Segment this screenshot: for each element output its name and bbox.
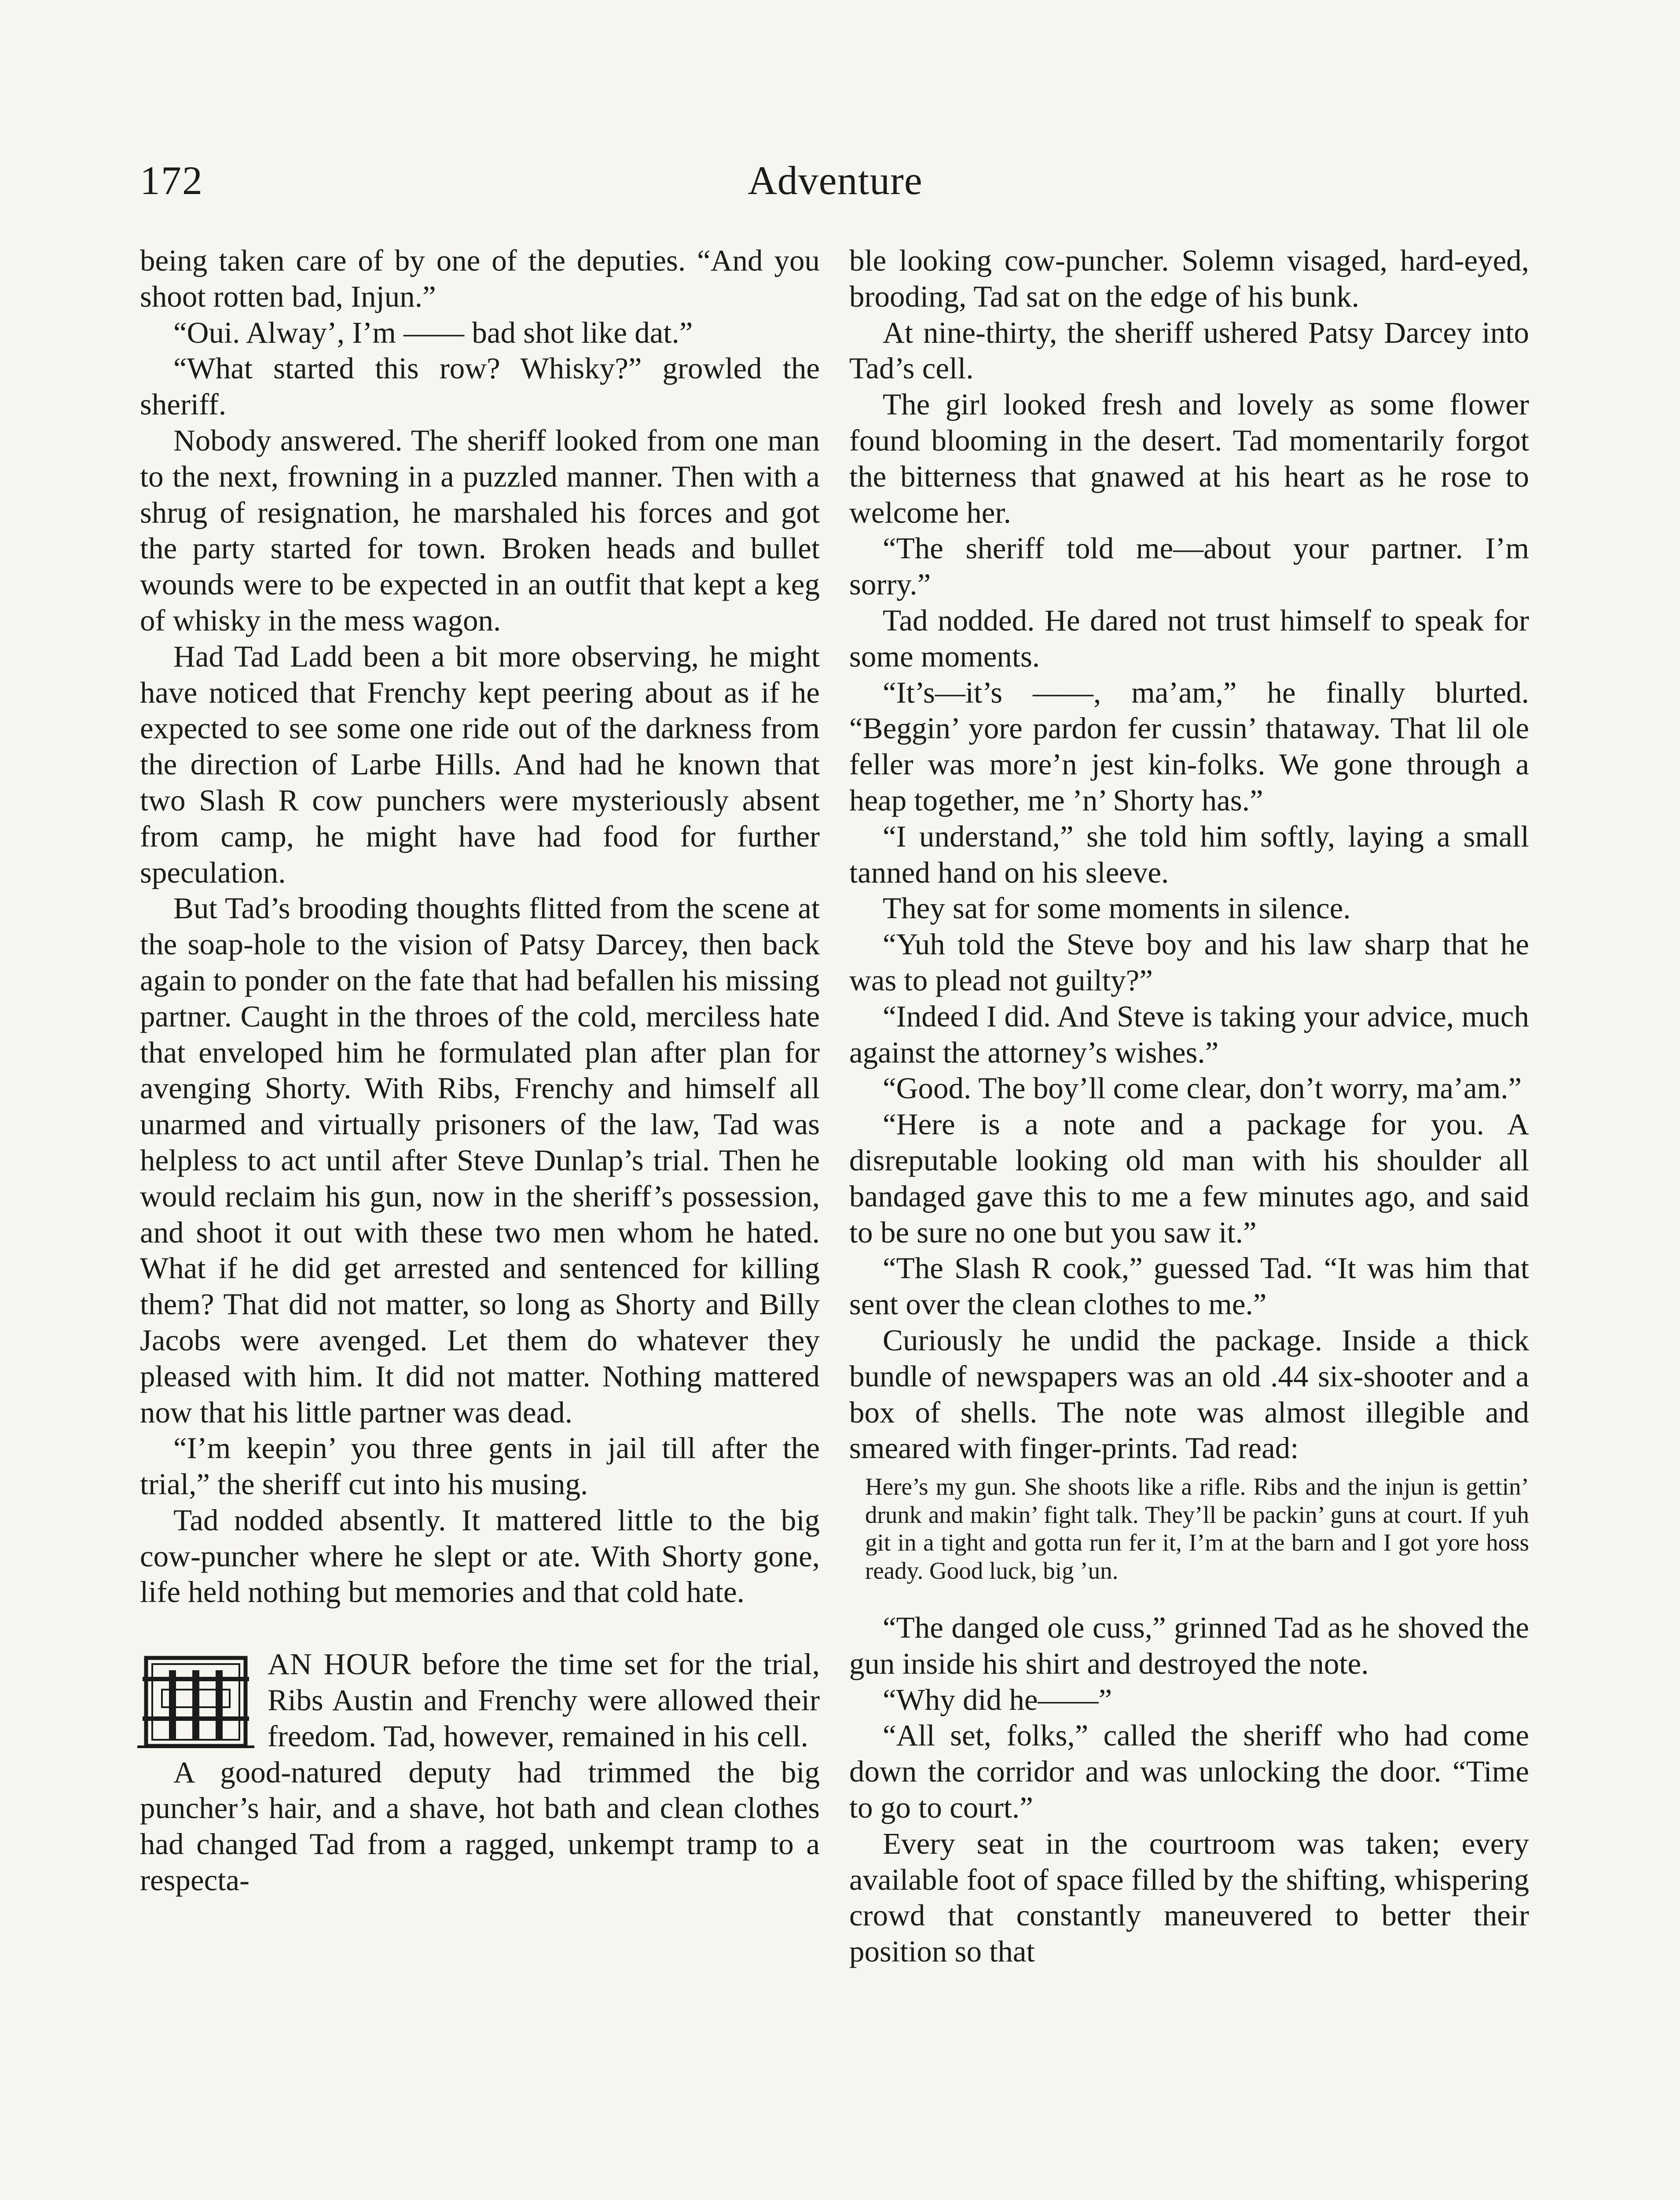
section-break bbox=[140, 1610, 820, 1646]
paragraph: But Tad’s brooding thoughts flitted from the scene at the soap-hole to the vision of Patsy Darcey, then back again to ponder on the fate that had befallen his missing partner. Caught in the throes of the cold, merciless hate that enveloped him he formulated plan after plan for avenging Shorty. With Ribs, Frenchy and himself all unarmed and virtually prisoners of the law, Tad was helpless to act until after Steve Dunlap’s trial. Then he would reclaim his gun, now in the sheriff’s possession, and shoot it out with these two men whom he hated. What if he did get arrested and sentenced for killing them? That did not matter, so long as Shorty and Billy Jacobs were avenged. Let them do whatever they pleased with him. It did not matter. Nothing mattered now that his little partner was dead. bbox=[140, 891, 820, 1429]
paragraph: “Yuh told the Steve boy and his law sharp that he was to plead not guilty?” bbox=[849, 928, 1529, 997]
note-text: Here’s my gun. She shoots like a rifle. Ribs and the injun is gettin’ drunk and makin’ fight talk. They’ll be packin’ guns at court. If yuh git in a tight and gotta run fer it, I’m at the barn and I got yore hoss ready. Good luck, big ’un. bbox=[865, 1473, 1529, 1584]
jail-window-bars-icon bbox=[137, 1653, 254, 1750]
paragraph: “What started this row? Whisky?” growled the sheriff. bbox=[140, 352, 820, 422]
paragraph: “I’m keepin’ you three gents in jail till after the trial,” the sheriff cut into his musing. bbox=[140, 1431, 820, 1501]
paragraph: “Why did he——” bbox=[883, 1683, 1112, 1716]
quoted-note bbox=[865, 1473, 1529, 1584]
page-header bbox=[140, 150, 1530, 211]
paragraph: ble looking cow-puncher. Solemn visaged, hard-eyed, brooding, Tad sat on the edge of his bunk. bbox=[849, 244, 1529, 313]
paragraph: Tad nodded. He dared not trust himself to speak for some moments. bbox=[849, 603, 1529, 673]
section-opening bbox=[140, 1646, 820, 1754]
paragraph: Every seat in the courtroom was taken; every available foot of space filled by the shifting, whispering crowd that constantly maneuvered to better their position so that bbox=[849, 1826, 1529, 1969]
paragraph: “The danged ole cuss,” grinned Tad as he shoved the gun inside his shirt and destroyed the note. bbox=[849, 1611, 1529, 1680]
page-number: 172 bbox=[140, 158, 203, 203]
paragraph: “The Slash R cook,” guessed Tad. “It was him that sent over the clean clothes to me.” bbox=[849, 1251, 1529, 1321]
paragraph: “Indeed I did. And Steve is taking your advice, much against the attorney’s wishes.” bbox=[849, 999, 1529, 1069]
paragraph: “Here is a note and a package for you. A disreputable looking old man with his shoulder all bandaged gave this to me a few minutes ago, and said to be sure no one but you saw it.” bbox=[849, 1107, 1529, 1249]
paragraph: being taken care of by one of the deputies. “And you shoot rotten bad, Injun.” bbox=[140, 244, 820, 313]
section-opening-text: before the time set for the trial, Ribs Austin and Frenchy were allowed their freedom. Tad, however, remained in his cell. bbox=[268, 1647, 820, 1753]
paragraph: “Good. The boy’ll come clear, don’t worry, ma’am.” bbox=[883, 1071, 1522, 1105]
paragraph: Tad nodded absently. It mattered little to the big cow-puncher where he slept or ate. With Shorty gone, life held nothing but memories and that cold hate. bbox=[140, 1503, 820, 1609]
paragraph: Nobody answered. The sheriff looked from one man to the next, frowning in a puzzled manner. Then with a shrug of resignation, he marshaled his forces and got the party started for town. Broken heads and bullet wounds were to be expected in an outfit that kept a keg of whisky in the mess wagon. bbox=[140, 423, 820, 637]
right-column bbox=[849, 243, 1529, 1970]
paragraph: “The sheriff told me—about your partner. I’m sorry.” bbox=[849, 532, 1529, 601]
paragraph: At nine-thirty, the sheriff ushered Patsy Darcey into Tad’s cell. bbox=[849, 315, 1529, 385]
paragraph: “Oui. Alway’, I’m —— bad shot like dat.” bbox=[173, 315, 693, 349]
paragraph: The girl looked fresh and lovely as some flower found blooming in the desert. Tad momentarily forgot the bitterness that gnawed at his heart as he rose to welcome her. bbox=[849, 388, 1529, 529]
paragraph: Had Tad Ladd been a bit more observing, he might have noticed that Frenchy kept peering about as if he expected to see some one ride out of the darkness from the direction of Larbe Hills. And had he known that two Slash R cow punchers were mysteriously absent from camp, he might have had food for further speculation. bbox=[140, 639, 820, 889]
section-lead-in: AN HOUR bbox=[268, 1647, 412, 1681]
paragraph: A good-natured deputy had trimmed the big puncher’s hair, and a shave, hot bath and clean clothes had changed Tad from a ragged, unkempt tramp to a respecta- bbox=[140, 1755, 820, 1897]
paragraph: Curiously he undid the package. Inside a thick bundle of newspapers was an old .44 six-shooter and a box of shells. The note was almost illegible and smeared with finger-prints. Tad read: bbox=[849, 1323, 1529, 1465]
paragraph: “I understand,” she told him softly, laying a small tanned hand on his sleeve. bbox=[849, 819, 1529, 889]
paragraph: They sat for some moments in silence. bbox=[883, 891, 1351, 925]
paragraph: “It’s—it’s ——, ma’am,” he finally blurted. “Beggin’ yore pardon fer cussin’ thataway. That lil ole feller was more’n jest kin-folks. We gone through a heap together, me ’n’ Shorty has.” bbox=[849, 675, 1529, 817]
left-column bbox=[140, 243, 820, 1899]
running-title: Adventure bbox=[748, 158, 923, 203]
paragraph: “All set, folks,” called the sheriff who had come down the corridor and was unlocking the door. “Time to go to court.” bbox=[849, 1719, 1529, 1825]
